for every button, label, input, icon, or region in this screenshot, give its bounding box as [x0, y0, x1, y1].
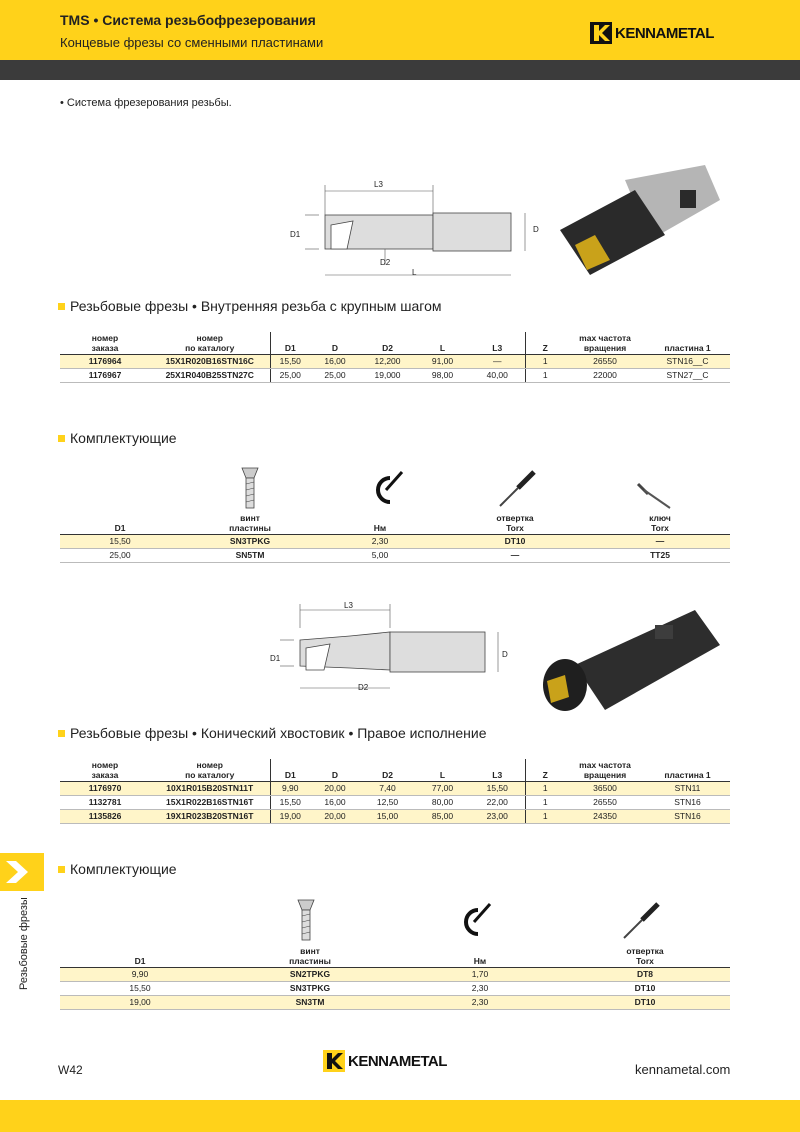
- accessories1-body: [60, 535, 730, 563]
- brand-name: KENNAMETAL: [615, 24, 714, 42]
- table-row: [60, 810, 730, 824]
- section2-cell: 16,00: [310, 796, 360, 810]
- section1-cell: 98,00: [415, 369, 470, 383]
- accessories1-col-header: винт пластины: [180, 512, 320, 535]
- torx-key-icon: [634, 480, 674, 512]
- dim-l3-label-2: L3: [344, 601, 353, 610]
- accessories1-cell: 2,30: [320, 535, 440, 549]
- accessories2-cell: SN3TPKG: [220, 982, 400, 996]
- accessories1-cell: SN5TM: [180, 549, 320, 563]
- section2-cell: 23,00: [470, 810, 525, 824]
- accessories2-header-row: [60, 945, 730, 968]
- dim-d-label: D: [533, 225, 539, 234]
- section1-col-header: D2: [360, 332, 415, 355]
- accessories2-cell: SN3TM: [220, 996, 400, 1010]
- tool-photo-2: [525, 605, 725, 715]
- section2-col-header: L: [415, 759, 470, 782]
- table-row: [60, 996, 730, 1010]
- accessories2-cell: DT8: [560, 968, 730, 982]
- section2-cell: 15X1R022B16STN16T: [150, 796, 270, 810]
- torque-icon: [454, 900, 494, 940]
- section1-cell: STN16__C: [645, 355, 730, 369]
- screwdriver-icon: [496, 468, 538, 510]
- section2-col-header: Z: [525, 759, 565, 782]
- accessories1-col-header: ключ Torx: [590, 512, 730, 535]
- section2-col-header: L3: [470, 759, 525, 782]
- section1-cell: STN27__C: [645, 369, 730, 383]
- accessories2-cell: SN2TPKG: [220, 968, 400, 982]
- page-header: [0, 0, 800, 60]
- section2-cell: 15,00: [360, 810, 415, 824]
- torque-icon: [366, 468, 406, 508]
- accessories2-cell: 2,30: [400, 982, 560, 996]
- section-bullet-icon: [58, 435, 65, 442]
- section2-cell: 80,00: [415, 796, 470, 810]
- section2-col-header: пластина 1: [645, 759, 730, 782]
- page-subtitle: Концевые фрезы со сменными пластинами: [60, 35, 324, 50]
- table-row: [60, 355, 730, 369]
- dim-d2-label: D2: [380, 258, 391, 267]
- footer-brand-logo: [323, 1050, 447, 1072]
- section1-col-header: D1: [270, 332, 310, 355]
- section2-cell: 19X1R023B20STN16T: [150, 810, 270, 824]
- tool-photo-1: [555, 160, 735, 290]
- section2-col-header: D1: [270, 759, 310, 782]
- section2-cell: 9,90: [270, 782, 310, 796]
- section1-cell: 1: [525, 369, 565, 383]
- section1-table: [60, 332, 730, 383]
- section2-cell: 1176970: [60, 782, 150, 796]
- section2-body: [60, 782, 730, 824]
- accessories1-cell: TT25: [590, 549, 730, 563]
- section1-cell: 25,00: [270, 369, 310, 383]
- section1-cell: 1176967: [60, 369, 150, 383]
- kennametal-k-icon: [323, 1050, 345, 1072]
- section2-cell: 15,50: [470, 782, 525, 796]
- section-bullet-icon: [58, 866, 65, 873]
- section2-cell: 36500: [565, 782, 645, 796]
- section1-cell: 22000: [565, 369, 645, 383]
- accessories1-cell: —: [440, 549, 590, 563]
- table-row: [60, 369, 730, 383]
- section2-cell: 1132781: [60, 796, 150, 810]
- section1-col-header: пластина 1: [645, 332, 730, 355]
- accessories2-body: [60, 968, 730, 1010]
- section2-col-header: D: [310, 759, 360, 782]
- section2-cell: 19,00: [270, 810, 310, 824]
- accessories1-title-text: Комплектующие: [70, 430, 177, 446]
- accessories1-col-header: отвертка Torx: [440, 512, 590, 535]
- section2-cell: 20,00: [310, 782, 360, 796]
- section1-cell: 91,00: [415, 355, 470, 369]
- section1-cell: 15X1R020B16STN16C: [150, 355, 270, 369]
- section2-cell: 1: [525, 810, 565, 824]
- section2-cell: STN11: [645, 782, 730, 796]
- accessories1-title: [58, 430, 177, 446]
- section2-cell: 1135826: [60, 810, 150, 824]
- kennametal-k-icon: [590, 22, 612, 44]
- dim-d-label-2: D: [502, 650, 508, 659]
- accessories1-cell: DT10: [440, 535, 590, 549]
- section1-col-header: max частота вращения: [565, 332, 645, 355]
- accessories2-col-header: D1: [60, 945, 220, 968]
- section2-col-header: max частота вращения: [565, 759, 645, 782]
- page-title: TMS • Система резьбофрезерования: [60, 12, 316, 28]
- accessories1-cell: 25,00: [60, 549, 180, 563]
- accessories2-col-header: Нм: [400, 945, 560, 968]
- footer-brand-name: KENNAMETAL: [348, 1052, 447, 1070]
- accessories1-col-header: Нм: [320, 512, 440, 535]
- side-section-label: Резьбовые фрезы: [18, 897, 30, 990]
- accessories2-title: [58, 861, 177, 877]
- dim-l-label: L: [412, 268, 417, 277]
- dim-l3-label: L3: [374, 180, 383, 189]
- section2-cell: 26550: [565, 796, 645, 810]
- section2-header-row: [60, 759, 730, 782]
- table-row: [60, 549, 730, 563]
- section2-cell: 10X1R015B20STN11T: [150, 782, 270, 796]
- table-row: [60, 982, 730, 996]
- table-row: [60, 968, 730, 982]
- section1-cell: 16,00: [310, 355, 360, 369]
- accessories2-cell: DT10: [560, 982, 730, 996]
- section2-cell: STN16: [645, 810, 730, 824]
- section2-cell: 77,00: [415, 782, 470, 796]
- section1-cell: 25,00: [310, 369, 360, 383]
- accessories2-title-text: Комплектующие: [70, 861, 177, 877]
- section1-cell: 26550: [565, 355, 645, 369]
- accessories2-cell: 2,30: [400, 996, 560, 1010]
- header-dark-stripe: [0, 60, 800, 80]
- screw-icon: [240, 466, 260, 510]
- accessories2-col-header: винт пластины: [220, 945, 400, 968]
- section1-cell: 25X1R040B25STN27C: [150, 369, 270, 383]
- dim-d1-label: D1: [290, 230, 301, 239]
- section1-cell: —: [470, 355, 525, 369]
- section1-cell: 1176964: [60, 355, 150, 369]
- section2-table: [60, 759, 730, 824]
- accessories1-cell: SN3TPKG: [180, 535, 320, 549]
- section2-title-text: Резьбовые фрезы • Конический хвостовик • Правое исполнение: [70, 725, 487, 741]
- website-link[interactable]: kennametal.com: [635, 1062, 731, 1077]
- section2-cell: 1: [525, 796, 565, 810]
- section2-cell: 12,50: [360, 796, 415, 810]
- section1-col-header: L3: [470, 332, 525, 355]
- accessories2-col-header: отвертка Torx: [560, 945, 730, 968]
- intro-bullet: • Система фрезерования резьбы.: [60, 97, 232, 109]
- section-bullet-icon: [58, 303, 65, 310]
- section1-col-header: Z: [525, 332, 565, 355]
- section2-cell: 15,50: [270, 796, 310, 810]
- side-tab: [0, 853, 44, 891]
- screwdriver-icon: [620, 900, 662, 942]
- accessories2-table: [60, 945, 730, 1010]
- table-row: [60, 535, 730, 549]
- section2-col-header: D2: [360, 759, 415, 782]
- section2-cell: STN16: [645, 796, 730, 810]
- section1-col-header: номер по каталогу: [150, 332, 270, 355]
- section1-title-text: Резьбовые фрезы • Внутренняя резьба с крупным шагом: [70, 298, 442, 314]
- brand-logo: [590, 22, 714, 44]
- section1-cell: 15,50: [270, 355, 310, 369]
- accessories2-cell: 9,90: [60, 968, 220, 982]
- accessories2-cell: DT10: [560, 996, 730, 1010]
- accessories2-cell: 15,50: [60, 982, 220, 996]
- section2-col-header: номер по каталогу: [150, 759, 270, 782]
- section1-header-row: [60, 332, 730, 355]
- section1-cell: 12,200: [360, 355, 415, 369]
- section1-title: [58, 298, 442, 314]
- section1-cell: 19,000: [360, 369, 415, 383]
- section1-cell: 1: [525, 355, 565, 369]
- accessories2-cell: 1,70: [400, 968, 560, 982]
- section1-col-header: номер заказа: [60, 332, 150, 355]
- table-row: [60, 782, 730, 796]
- tool-drawing-2: [260, 598, 520, 703]
- dim-d2-label-2: D2: [358, 683, 369, 692]
- accessories1-cell: 15,50: [60, 535, 180, 549]
- section1-col-header: L: [415, 332, 470, 355]
- section2-cell: 22,00: [470, 796, 525, 810]
- section1-body: [60, 355, 730, 383]
- section1-cell: 40,00: [470, 369, 525, 383]
- chevron-right-icon: [6, 861, 36, 883]
- accessories2-cell: 19,00: [60, 996, 220, 1010]
- section1-col-header: D: [310, 332, 360, 355]
- section2-cell: 1: [525, 782, 565, 796]
- page-number: W42: [58, 1063, 83, 1077]
- section2-cell: 7,40: [360, 782, 415, 796]
- section2-cell: 24350: [565, 810, 645, 824]
- accessories1-table: [60, 512, 730, 563]
- dim-d1-label-2: D1: [270, 654, 281, 663]
- section-bullet-icon: [58, 730, 65, 737]
- section2-cell: 85,00: [415, 810, 470, 824]
- accessories1-header-row: [60, 512, 730, 535]
- table-row: [60, 796, 730, 810]
- accessories1-cell: 5,00: [320, 549, 440, 563]
- accessories1-cell: —: [590, 535, 730, 549]
- accessories1-col-header: D1: [60, 512, 180, 535]
- footer-bar: [0, 1100, 800, 1132]
- screw-icon: [296, 898, 316, 942]
- section2-col-header: номер заказа: [60, 759, 150, 782]
- section2-cell: 20,00: [310, 810, 360, 824]
- section2-title: [58, 725, 487, 741]
